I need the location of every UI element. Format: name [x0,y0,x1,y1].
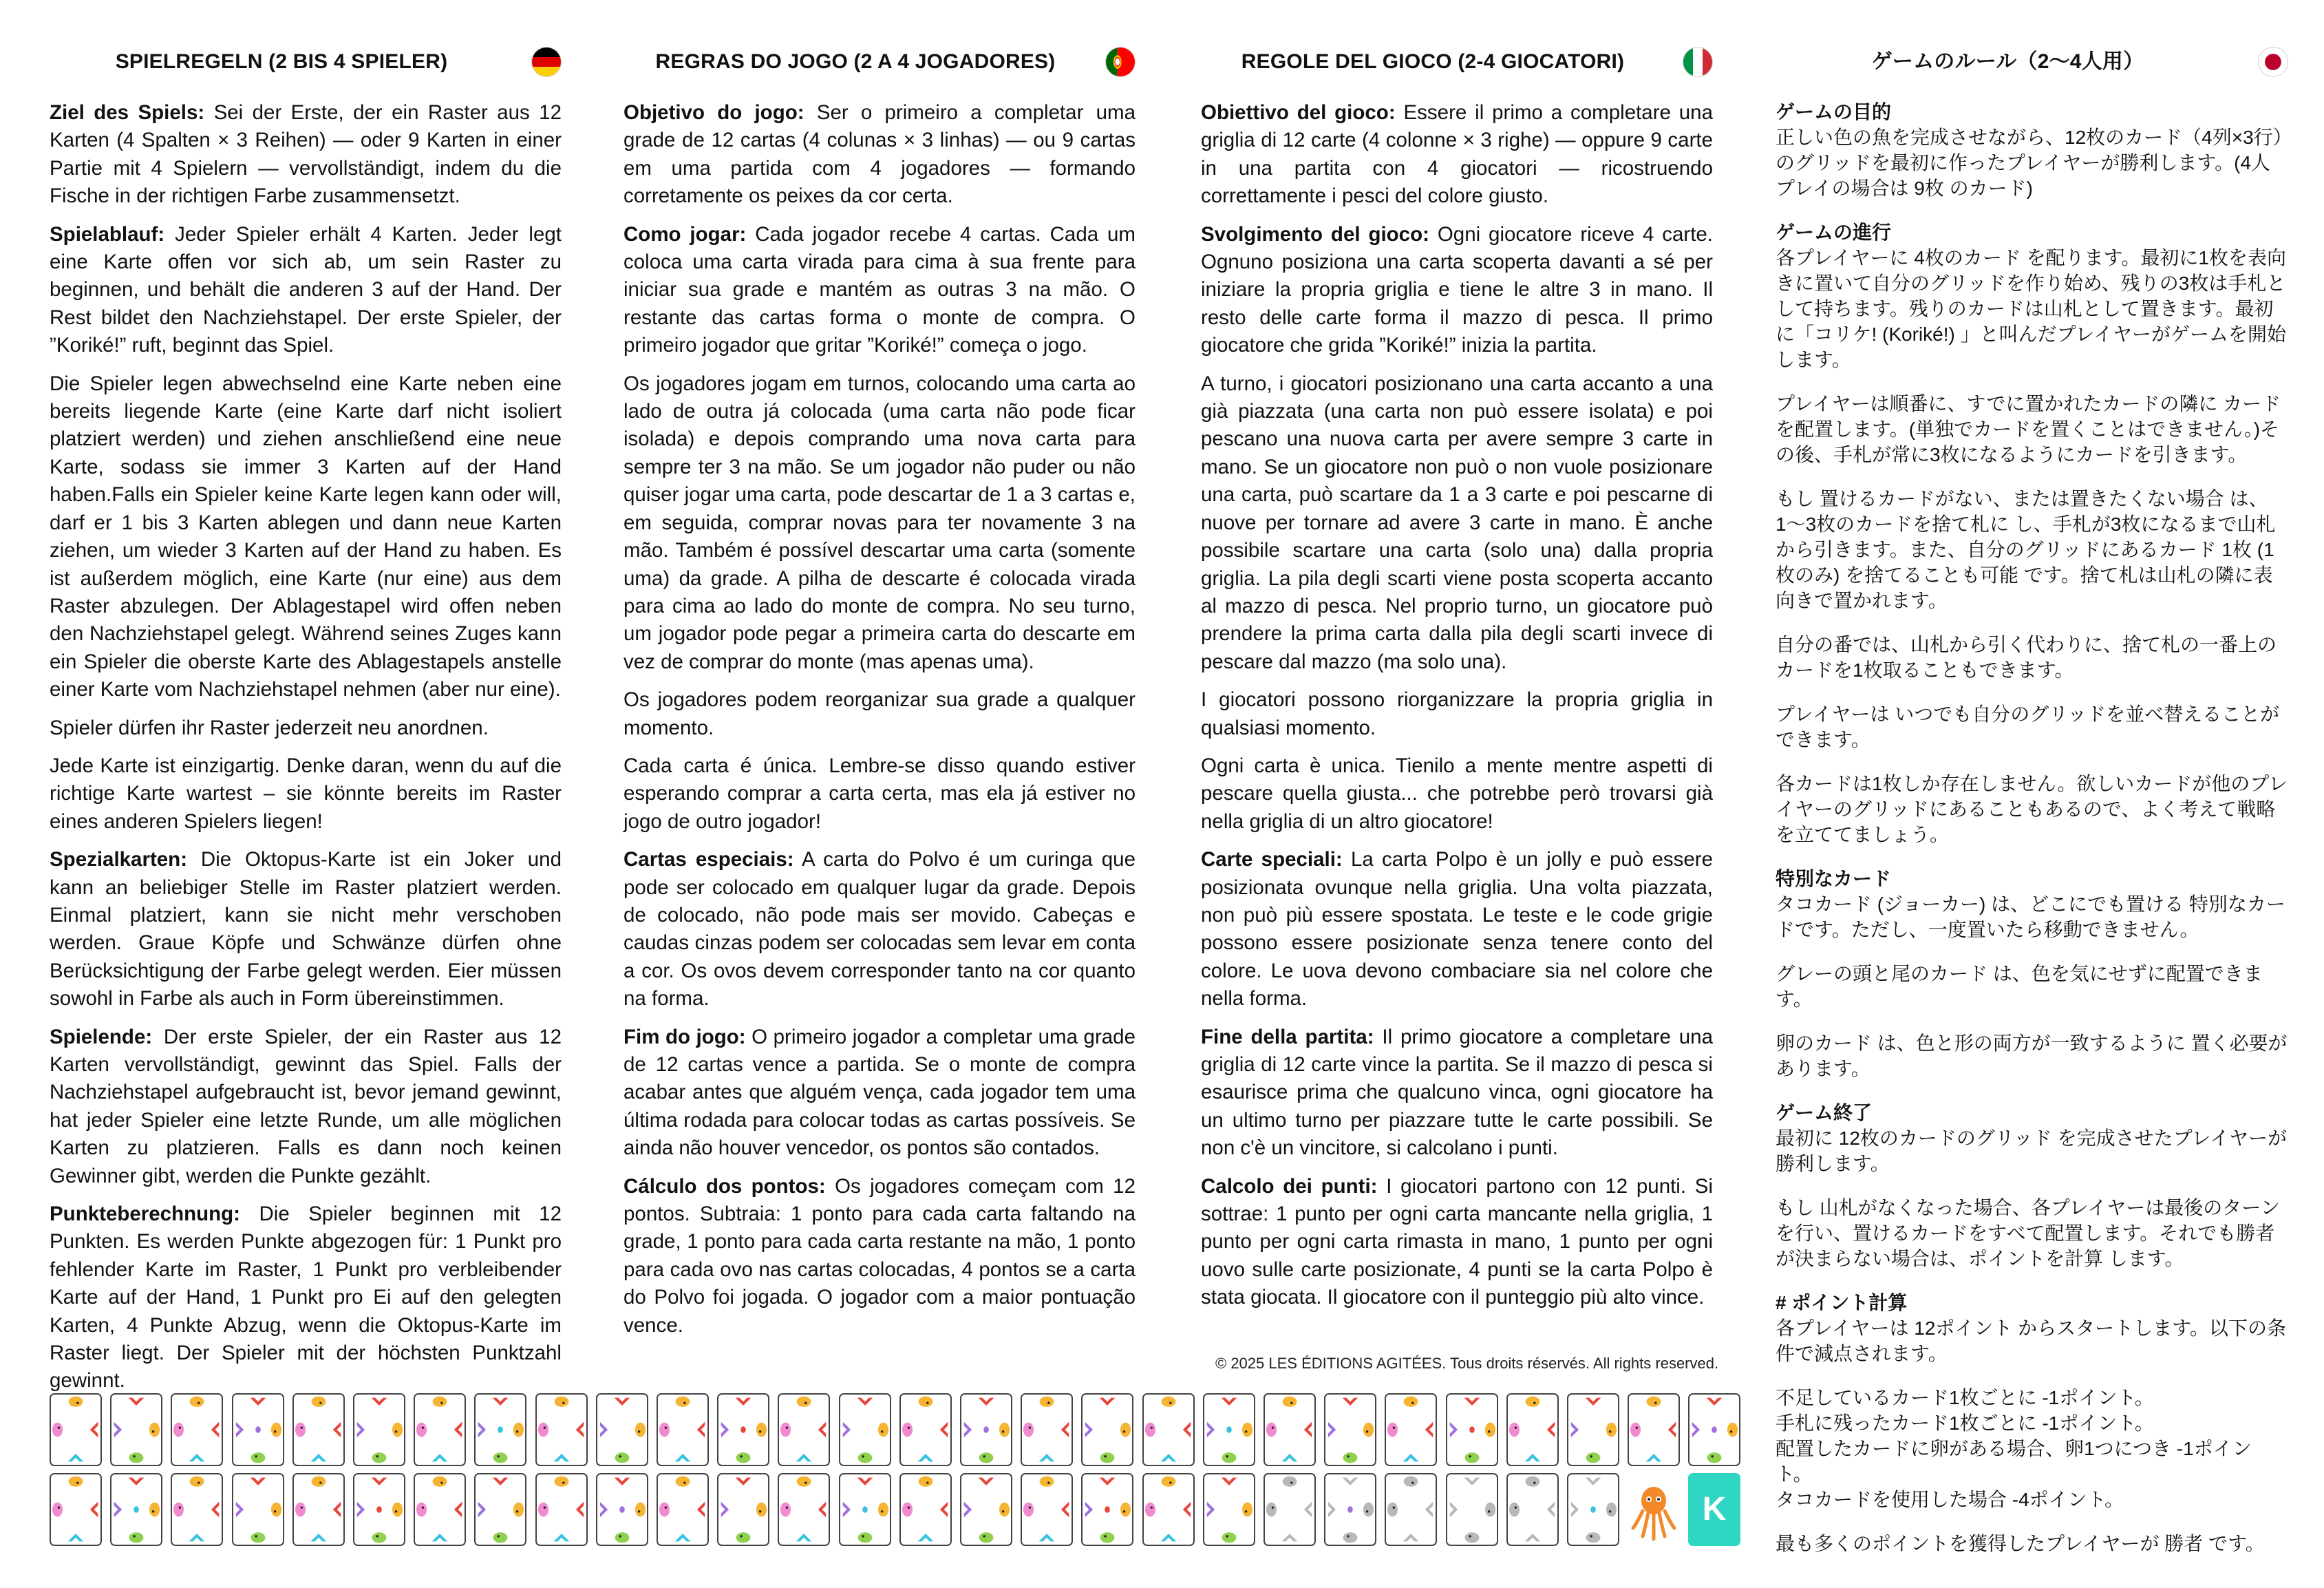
paragraph-label: Spielende: [50,1025,153,1048]
fish-card [1021,1393,1073,1466]
fish-card [232,1393,284,1466]
paragraph-text: Sei der Erste, der ein Raster aus 12 Karten (4 Spalten × 3 Reihen) — oder 9 Karten in einer Partie mit 4 Spielern — vervollständigt, indem du die Fische in der richtigen Farbe zusammensetzt. [50,101,562,208]
rules-paragraph [1776,1531,2288,1556]
paragraph-label: Fim do jogo: [623,1025,746,1048]
rules-paragraph [1201,752,1713,836]
paragraph-text: A turno, i giocatori posizionano una carta accanto a una già piazzata (una carta non può essere isolata) e poi pescano una nuova carta per avere sempre 3 carte in mano. Se un giocatore non può o non vuole posizionare una carta, può scartare da 1 a 3 carte e poi pescarne di nuove per tornare ad avere 3 carte in mano. È anche possibile scartare una carta (solo una) dalla propria griglia. La pila degli scarti viene posta scoperta accanto al mazzo di pesca. Nel proprio turno, un giocatore può prendere la prima carta dalla pila degli scarti invece di pescare dal mazzo (ma solo una). [1201,372,1713,673]
rules-paragraph [1776,701,2288,752]
fish-card [414,1393,466,1466]
italy-flag-icon [1683,47,1713,77]
rules-paragraph [1776,1385,2288,1512]
paragraph-text: タコカード (ジョーカー) は、どこにでも置ける 特別なカードです。ただし、一度置いたら移動できません。 [1776,893,2285,940]
fish-card [1081,1473,1133,1546]
paragraph-text: Jeder Spieler erhält 4 Karten. Jeder legt eine Karte offen vor sich ab, um sein Raster zu beginnen, und behält die anderen 3 auf der Hand. Der Rest bildet den Nachziehstapel. Der erste Spieler, der ”Koriké!” ruft, beginnt das Spiel. [50,222,562,357]
rules-paragraph [623,99,1136,211]
rules-paragraph [50,221,562,360]
fish-card [839,1393,891,1466]
rules-paragraph [50,1200,562,1395]
fish-card [1446,1473,1498,1546]
paragraph-label: Como jogar: [623,222,747,246]
paragraph-label: Spielablauf: [50,222,165,246]
column-title: SPIELREGELN (2 BIS 4 SPIELER) [115,50,448,73]
paragraph-text: A carta do Polvo é um curinga que pode ser colocado em qualquer lugar da grade. Depois de colocado, não pode mais ser movido. Cabeças e caudas cinzas podem ser colocadas sem levar em conta a cor. Os ovos devem corresponder tanto na cor quanto na forma. [623,848,1136,1010]
fish-card [899,1473,952,1546]
fish-card [474,1473,526,1546]
paragraph-text: Die Spieler beginnen mit 12 Punkten. Es werden Punkte abgezogen für: 1 Punkt pro fehlender Karte im Raster, 1 Punkt pro verbleibender Karte auf der Hand, 1 Punkt pro Ei auf den gelegten Karten, 4 Punkte Abzug, wenn die Oktopus-Karte im Raster liegt. Der Spieler mit der höchsten Punktzahl gewinnt. [50,1203,562,1393]
rules-paragraph [1776,1100,2288,1176]
rules-text [50,99,562,1395]
fish-card [1688,1393,1740,1466]
section-title: ゲームの進行 [1776,222,1892,243]
rules-paragraph [623,752,1136,836]
fish-card [474,1393,526,1466]
japan-flag-icon [2258,47,2288,77]
paragraph-text: Essere il primo a completare una griglia di 12 carte (4 colonne × 3 righe) — oppure 9 carte in una partita con 4 giocatori — ricostruendo correttamente i pesci del colore giusto. [1201,101,1713,208]
column-header [623,43,1136,81]
fish-card [1567,1473,1619,1546]
fish-card [292,1393,345,1466]
paragraph-label: Spezialkarten: [50,848,188,871]
rules-paragraph [1776,961,2288,1012]
fish-card [535,1473,588,1546]
rules-paragraph [623,1024,1136,1163]
rules-paragraph [50,1024,562,1190]
rules-paragraph [1201,99,1713,211]
column-header [50,43,562,81]
paragraph-text: La carta Polpo è un jolly e può essere posizionata ovunque nella griglia. Una volta piazzata, non può più essere spostata. Le teste e le code grigie possono essere posizionate senza tenere conto del colore. Le uova devono combaciare sia nel colore che nella forma. [1201,848,1713,1010]
rules-paragraph [50,752,562,836]
rules-paragraph [623,221,1136,360]
rules-paragraph [1776,99,2288,201]
rules-paragraph [50,714,562,742]
fish-card [1446,1393,1498,1466]
paragraph-text: 最初に 12枚のカードのグリッド を完成させたプレイヤーが勝利します。 [1776,1128,2288,1174]
fish-card [50,1393,102,1466]
rules-paragraph [623,846,1136,1013]
fish-card [839,1473,891,1546]
rules-paragraph [50,846,562,1013]
paragraph-text: Cada jogador recebe 4 cartas. Cada um coloca uma carta virada para cima à sua frente para iniciar sua grade e mantém as outras 3 na mão. O restante das cartas forma o monte de compra. O primeiro jogador que gritar ”Koriké!” começa o jogo. [623,222,1136,357]
paragraph-text: 最も多くのポイントを獲得したプレイヤーが 勝者 です。 [1776,1533,2265,1554]
paragraph-text: Os jogadores jogam em turnos, colocando uma carta ao lado de outra já colocada (uma carta não pode ficar isolada) e depois comprando uma nova carta para sempre ter 3 na mão. Se um jogador não puder ou não quiser jogar uma carta, pode descartar de 1 a 3 cartas e, em seguida, comprar novas para ter novamente 3 na mão. Também é possível descartar uma carta (somente uma) da grade. A pilha de descarte é colocada virada para cima ao lado do monte de compra. No seu turno, um jogador pode pegar a primeira carta do descarte em vez de comprar do monte (mas apenas uma). [623,372,1136,673]
fish-card [657,1473,709,1546]
rules-text [1776,99,2288,1556]
fish-card [353,1393,405,1466]
paragraph-text: Il primo giocatore a completare una griglia di 12 carte vince la partita. Se il mazzo di pesca si esaurisce prima che qualcuno vinca, ogni giocatore ha un ultimo turno per piazzare tutte le carte possibili. Se non c'è un vincitore, si calcolano i punti. [1201,1025,1713,1160]
fish-card [1385,1473,1437,1546]
fish-card [960,1393,1012,1466]
paragraph-text: もし 山札がなくなった場合、各プレイヤーは最後のターンを行い、置けるカードをすべて配置します。それでも勝者が決まらない場合は、ポイントを計算 します。 [1776,1197,2280,1269]
paragraph-text: O primeiro jogador a completar uma grade de 12 cartas vence a partida. Se o monte de compra acabar antes que alguém vença, cada jogador tem uma última rodada para colocar todas as cartas possíveis. Se ainda não houver vencedor, os pontos são contados. [623,1025,1136,1160]
fish-card [657,1393,709,1466]
fish-card [1324,1473,1376,1546]
rules-paragraph [50,99,562,211]
paragraph-text: Der erste Spieler, der ein Raster aus 12 Karten vervollständigt, gewinnt das Spiel. Falls der Nachziehstapel aufgebraucht ist, bevor jemand gewinnt, hat jeder Spieler eine letzte Runde, um alle möglichen Karten zu platzieren. Falls es dann noch keinen Gewinner gibt, werden die Punkte gezählt. [50,1025,562,1187]
column-german [50,43,562,1406]
fish-card [1203,1393,1255,1466]
paragraph-label: Ziel des Spiels: [50,101,205,124]
paragraph-text: Die Oktopus-Karte ist ein Joker und kann an beliebiger Stelle im Raster platziert werden. Einmal platziert, kann sie nicht mehr verschoben werden. Graue Köpfe und Schwänze dürfen ohne Berücksichtigung der Farbe gelegt werden. Eier müssen sowohl in Farbe als auch in Form übereinstimmen. [50,848,562,1010]
paragraph-label: Objetivo do jogo: [623,101,804,124]
rules-paragraph [1201,846,1713,1013]
rules-paragraph [1776,632,2288,683]
paragraph-text: I giocatori possono riorganizzare la propria griglia in qualsiasi momento. [1201,688,1713,739]
fish-card [1628,1393,1680,1466]
rules-paragraph [1776,1290,2288,1366]
rules-paragraph [1776,391,2288,467]
paragraph-text: プレイヤーは いつでも自分のグリッドを並べ替えることができます。 [1776,703,2280,750]
rules-paragraph [1201,370,1713,676]
fish-card [1021,1473,1073,1546]
fish-card [778,1473,830,1546]
column-title: ゲームのルール（2〜4人用） [1871,50,2144,73]
fish-card [960,1473,1012,1546]
rules-paragraph [1201,221,1713,360]
octopus-joker-icon [1628,1473,1680,1546]
paragraph-label: Svolgimento del gioco: [1201,222,1429,246]
paragraph-text: Ser o primeiro a completar uma grade de 12 cartas (4 colunas × 3 linhas) — ou 9 cartas em uma partida com 4 jogadores — formando corretamente os peixes da cor certa. [623,101,1136,208]
rules-paragraph [1776,220,2288,372]
fish-card [171,1393,223,1466]
section-title: ゲームの目的 [1776,101,1892,123]
rules-paragraph [1776,1195,2288,1271]
fish-card [292,1473,345,1546]
fish-card [171,1473,223,1546]
fish-card [1324,1393,1376,1466]
paragraph-text: Cada carta é única. Lembre-se disso quando estiver esperando comprar a carta certa, mas ela já estiver no jogo de outro jogador! [623,754,1136,833]
paragraph-label: Punkteberechnung: [50,1203,240,1226]
copyright-notice: © 2025 LES ÉDITIONS AGITÉES. Tous droits réservés. All rights reserved. [1215,1355,1719,1372]
rules-paragraph [623,1173,1136,1340]
column-header [1776,43,2288,81]
paragraph-label: Obiettivo del gioco: [1201,101,1396,124]
fish-card [353,1473,405,1546]
paragraph-text: I giocatori partono con 12 punti. Si sottrae: 1 punto per ogni carta mancante nella griglia, 1 punto per ogni carta rimasta in mano, 1 punto per ogni uovo sulle carte posizionate, 4 punti se la carta Polpo è stata giocata. Il giocatore con il punteggio più alto vince. [1201,1174,1713,1309]
rules-paragraph [1776,866,2288,942]
fish-card [1506,1473,1559,1546]
paragraph-label: Fine della partita: [1201,1025,1374,1048]
fish-card [110,1393,162,1466]
fish-card [1385,1393,1437,1466]
column-title: REGRAS DO JOGO (2 A 4 JOGADORES) [655,50,1056,73]
fish-card [110,1473,162,1546]
fish-card [1264,1393,1316,1466]
paragraph-text: 各カードは1枚しか存在しません。欲しいカードが他のプレイヤーのグリッドにあることもあるので、よく考えて戦略を立ててましょう。 [1776,773,2288,845]
rules-paragraph [1201,1024,1713,1163]
fish-card [1567,1393,1619,1466]
paragraph-label: Cartas especiais: [623,848,794,871]
paragraph-text: Jede Karte ist einzigartig. Denke daran, wenn du auf die richtige Karte wartest – sie könnte bereits im Raster eines anderen Spielers liegen! [50,754,562,833]
paragraph-text: Ogni giocatore riceve 4 carte. Ognuno posiziona una carta scoperta davanti a sé per iniziare la propria griglia e tiene le altre 3 in mano. Il resto delle carte forma il mazzo di pesca. Il primo giocatore che grida ”Koriké!” inizia la partita. [1201,222,1714,357]
paragraph-label: Calcolo dei punti: [1201,1174,1378,1198]
fish-card [1264,1473,1316,1546]
fish-card [778,1393,830,1466]
paragraph-text: Spieler dürfen ihr Raster jederzeit neu anordnen. [50,716,489,739]
card-strip [50,1386,1729,1552]
fish-card [899,1393,952,1466]
paragraph-text: 自分の番では、山札から引く代わりに、捨て札の一番上のカードを1枚取ることもできます。 [1776,634,2277,681]
fish-card [717,1473,769,1546]
paragraph-text: Os jogadores podem reorganizar sua grade a qualquer momento. [623,688,1136,739]
korike-logo-icon [1688,1473,1740,1546]
section-title: 特別なカード [1776,868,1892,889]
column-japanese [1776,43,2288,1575]
paragraph-text: 各プレイヤーは 12ポイント からスタートします。以下の条件で減点されます。 [1776,1317,2286,1364]
fish-card [1142,1393,1195,1466]
paragraph-text: グレーの頭と尾のカード は、色を気にせずに配置できます。 [1776,963,2263,1010]
rules-paragraph [1776,1030,2288,1081]
column-italian [1201,43,1713,1322]
fish-card [596,1393,648,1466]
rules-paragraph [623,370,1136,676]
section-title: # ポイント計算 [1776,1292,1908,1313]
column-header [1201,43,1713,81]
rules-paragraph [1201,686,1713,742]
rules-paragraph [623,686,1136,742]
fish-card [717,1393,769,1466]
paragraph-text: Die Spieler legen abwechselnd eine Karte neben eine bereits liegende Karte (eine Karte darf nicht isoliert platziert werden) und ziehen anschließend eine neue Karte, sodass sie immer 3 Karten auf der Hand haben.Falls ein Spieler keine Karte legen kann oder will, darf er 1 bis 3 Karten ablegen und dann neue Karten ziehen, um wieder 3 Karten auf der Hand zu haben. Es ist außerdem möglich, eine Karte (nur eine) aus dem Raster abzulegen. Der Ablagestapel wird offen neben den Nachziehstapel gelegt. Während seines Zuges kann ein Spieler die oberste Karte des Ablagestapels anstelle einer Karte vom Nachziehstapel nehmen (aber nur eine). [50,372,562,701]
fish-card [1203,1473,1255,1546]
fish-card [50,1473,102,1546]
paragraph-text: 不足しているカード1枚ごとに -1ポイント。 手札に残ったカード1枚ごとに -1ポイント。 配置したカードに卵がある場合、卵1つにつき -1ポイント。 タコカードを使用した場合 -4ポイント。 [1776,1387,2252,1510]
rules-paragraph [1776,771,2288,847]
paragraph-text: 卵のカード は、色と形の両方が一致するように 置く必要があります。 [1776,1033,2288,1079]
rules-paragraph [50,370,562,704]
rules-paragraph [1776,486,2288,613]
rules-text [1201,99,1713,1312]
rules-text [623,99,1136,1340]
paragraph-text: プレイヤーは順番に、すでに置かれたカードの隣に カードを配置します。(単独でカードを置くことはできません。)その後、手札が常に3枚になるようにカードを引きます。 [1776,393,2281,465]
paragraph-text: Os jogadores começam com 12 pontos. Subtraia: 1 ponto para cada carta faltando na grade, 1 ponto para cada carta restante na mão, 1 ponto para cada ovo nas cartas colocadas, 4 pontos se a carta do Polvo foi jogada. O jogador com a maior pontuação vence. [623,1174,1136,1337]
column-title: REGOLE DEL GIOCO (2-4 GIOCATORI) [1241,50,1625,73]
paragraph-text: もし 置けるカードがない、または置きたくない場合 は、1〜3枚のカードを捨て札に し、手札が3枚になるまで山札から引きます。また、自分のグリッドにあるカード 1枚 (1枚のみ) を捨てることも可能 です。捨て札は山札の隣に表向きで置かれます。 [1776,488,2276,611]
svg-text:K: K [1703,1491,1727,1527]
fish-card [596,1473,648,1546]
fish-card [1142,1473,1195,1546]
paragraph-label: Cálculo dos pontos: [623,1174,826,1198]
fish-card [414,1473,466,1546]
paragraph-label: Carte speciali: [1201,848,1343,871]
fish-card [1081,1393,1133,1466]
column-portuguese [623,43,1136,1350]
paragraph-text: Ogni carta è unica. Tienilo a mente mentre aspetti di pescare quella giusta... che potrebbe però trovarsi già nella griglia di un altro giocatore! [1201,754,1713,833]
paragraph-text: 各プレイヤーに 4枚のカード を配ります。最初に1枚を表向きに置いて自分のグリッドを作り始め、残りの3枚は手札として持ちます。残りのカードは山札として置きます。最初に「コリケ! (Koriké!) 」と叫んだプレイヤーがゲームを開始します。 [1776,247,2287,370]
germany-flag-icon [531,47,562,77]
portugal-flag-icon [1105,47,1136,77]
section-title: ゲーム終了 [1776,1102,1873,1123]
fish-card [1506,1393,1559,1466]
paragraph-text: 正しい色の魚を完成させながら、12枚のカード（4列×3行）のグリッドを最初に作ったプレイヤーが勝利します。(4人プレイの場合は 9枚 のカード) [1776,127,2283,199]
fish-card [535,1393,588,1466]
fish-card [232,1473,284,1546]
rules-paragraph [1201,1173,1713,1312]
